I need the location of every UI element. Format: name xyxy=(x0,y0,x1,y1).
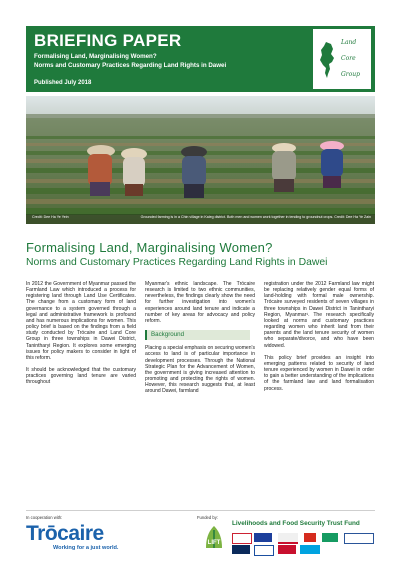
switzerland-flag-logo xyxy=(304,533,316,542)
paragraph: registration under the 2012 Farmland law might be replacing relatively gender equal forms of land-holding with formal male ownership. Trócaire surveyed residents of seven villages in three townships in Dawei District in Tanintharyi Region, Myanmar¹. The research specifically looked at norms and customary practices regarding women who inherit land from their parents and the land tenure security of women who separate/divorce, and who have been widowed. xyxy=(264,281,374,349)
field-photo-illustration xyxy=(26,96,375,224)
svg-text:LIFT: LIFT xyxy=(207,540,221,546)
new-zealand-logo xyxy=(232,545,250,554)
text-column-1 xyxy=(26,281,136,392)
publication-date: Published July 2018 xyxy=(34,80,92,86)
usaid-logo xyxy=(344,533,374,544)
paragraph: Myanmar's ethnic landscape. The Trócaire research is limited to two ethnic communities, nevertheless, the findings clearly show the need for further investigation into women's experiences around land tenure and indicate a number of key areas for advocacy and policy reform. xyxy=(145,281,255,324)
finland-logo xyxy=(254,545,274,556)
paragraph: It should be acknowledged that the customary practices governing land tenure are varied throughout xyxy=(26,367,136,386)
lift-fund-name: Livelihoods and Food Security Trust Fund xyxy=(232,520,360,527)
trocaire-logo: Trōcaire xyxy=(26,522,104,545)
denmark-logo xyxy=(278,545,296,554)
cooperation-label: In cooperation with: xyxy=(26,515,63,520)
main-title: Formalising Land, Marginalising Women? xyxy=(26,240,273,255)
paragraph: In 2012 the Government of Myanmar passed the Farmland Law which introduced a process for registering land through Land Use Certificates. The change from a customary form of land governance to a system governed through a legal and administrative framework is profound and has numerous implications for women. This policy brief is based on the findings from a field study conducted by Trócaire and Land Core Group in three townships in Dawei District, Tanintharyi Region. It explores some emerging issues for policy makers to consider in light of this reform. xyxy=(26,281,136,361)
paragraph: Placing a special emphasis on securing women's access to land is of particular importance in development processes. Through the National Strategic Plan for the Advancement of Women, the government is giving increased attention to promoting and protecting the rights of women. However, this research suggests that, at least around Dawei, farmland xyxy=(145,345,255,395)
header-band xyxy=(26,26,375,92)
ukaid-logo xyxy=(232,533,252,544)
header-subtitle-line1: Formalising Land, Marginalising Women? xyxy=(34,53,157,60)
luxembourg-logo xyxy=(300,545,320,554)
document-type-title: BRIEFING PAPER xyxy=(34,31,182,50)
ireland-logo xyxy=(322,533,338,542)
australian-aid-logo xyxy=(278,533,298,544)
photo-caption: Grounded farming is in a Chin village in Kaleg district. Both men and women work together in tending to groundnut crops. Credit: Dee Ha Ye Zain xyxy=(140,215,371,219)
logo-text-core: Core xyxy=(341,55,356,62)
logo-text-land: Land xyxy=(341,39,357,46)
photo-credit: Credit: Dee Ha Ye Yein xyxy=(32,215,69,219)
background-section-heading: Background xyxy=(145,330,250,340)
myanmar-map-icon xyxy=(317,41,339,79)
eu-flag-logo xyxy=(254,533,272,542)
header-subtitle-line2: Norms and Customary Practices Regarding Land Rights in Dawei xyxy=(34,62,227,69)
land-core-group-logo xyxy=(313,29,371,89)
main-subtitle: Norms and Customary Practices Regarding Land Rights in Dawei xyxy=(26,257,328,268)
trocaire-tagline: Working for a just world. xyxy=(53,545,119,551)
lift-logo-icon xyxy=(200,524,228,550)
donor-logos-row xyxy=(232,533,375,555)
paragraph: This policy brief provides an insight into emerging patterns related to security of land tenure experienced by women in Dawei in order to gain a better understanding of the implications of the farmland law and land formalisation process. xyxy=(264,354,374,392)
text-column-3 xyxy=(264,281,374,398)
footer-divider xyxy=(26,510,375,511)
farmers-field-photo xyxy=(26,96,375,224)
text-column-2 xyxy=(145,281,255,401)
funded-by-label: Funded by: xyxy=(197,515,218,520)
logo-text-group: Group xyxy=(341,71,360,78)
